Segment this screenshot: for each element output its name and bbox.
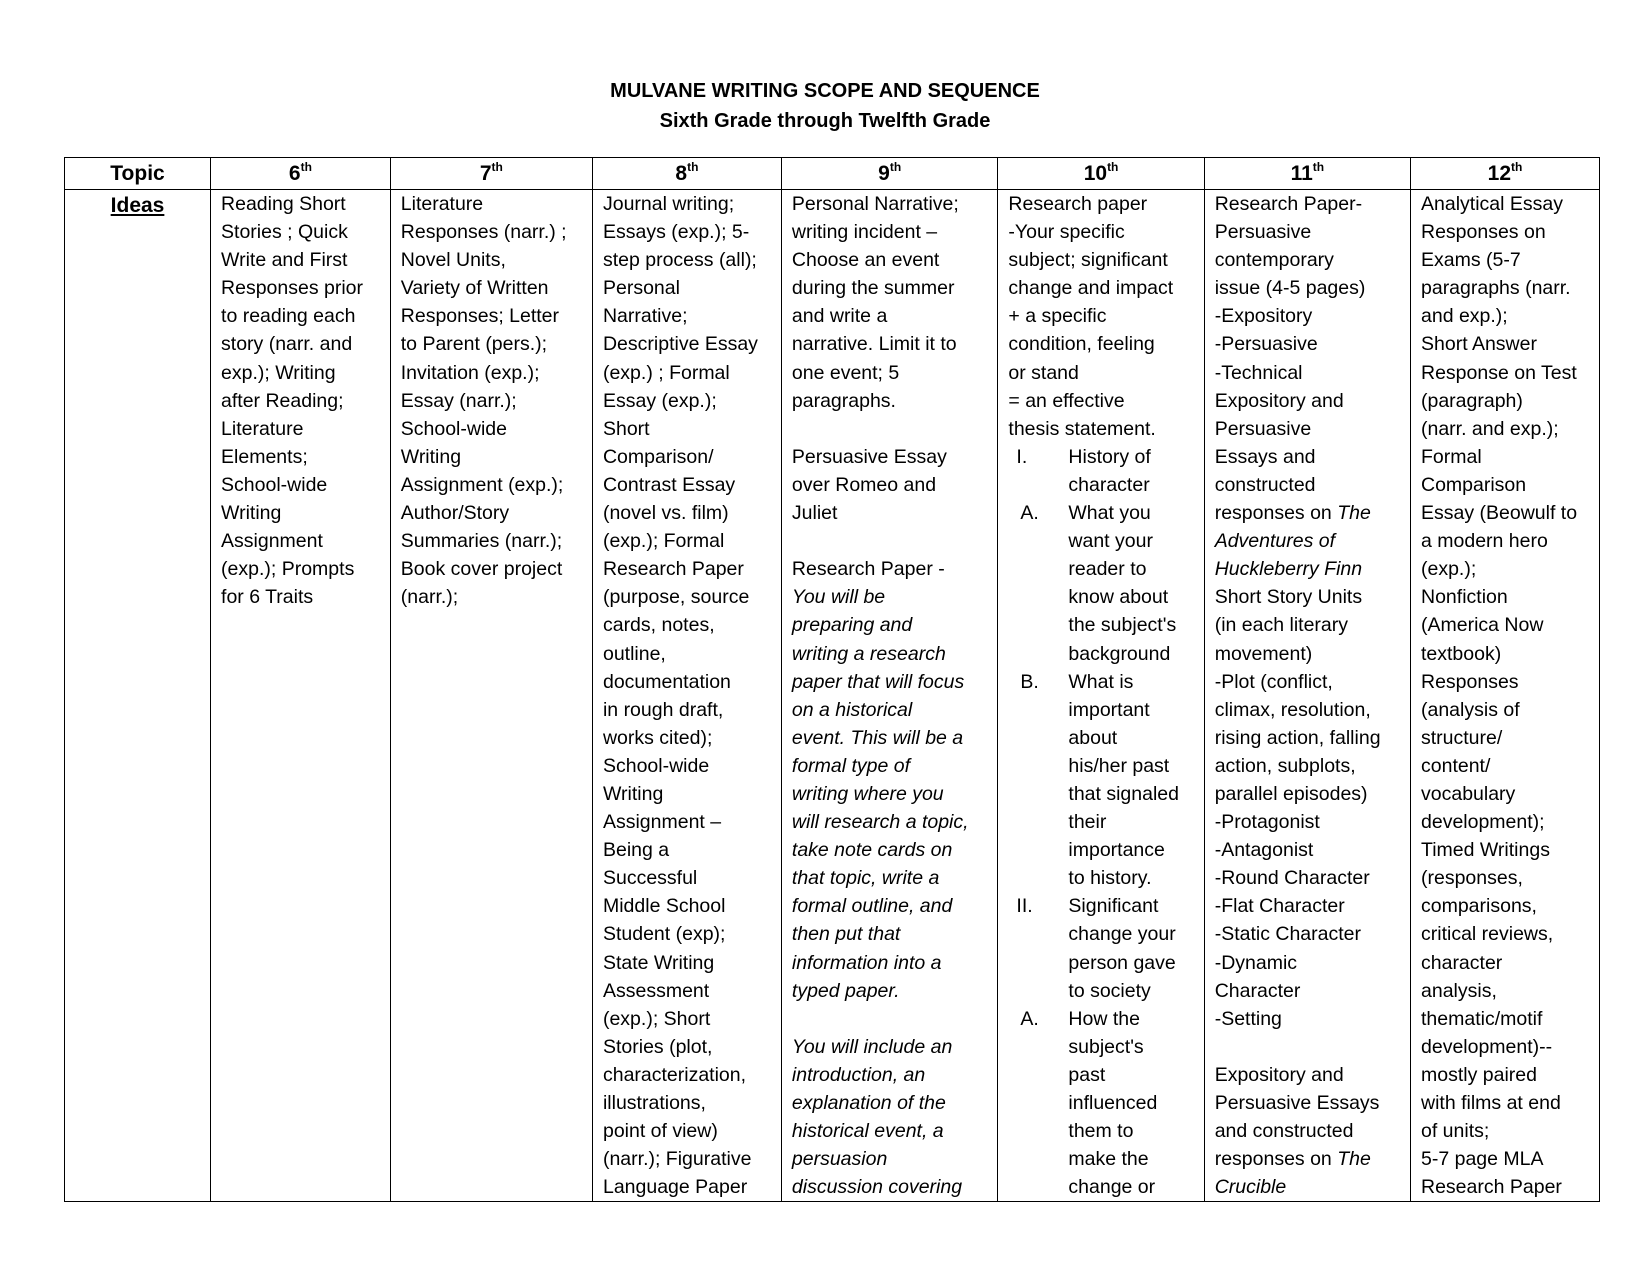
header-topic: Topic <box>65 158 211 190</box>
text-line: Essay (Beowulf to <box>1421 502 1578 525</box>
outline-item <box>1008 1173 1197 1201</box>
text-line: (purpose, source <box>602 586 750 609</box>
document-title-block <box>0 76 1650 136</box>
text-line: Variety of Written <box>400 277 549 300</box>
outline-marker <box>1008 1173 1068 1201</box>
outline-item <box>1008 752 1197 780</box>
text-line: story (narr. and <box>221 333 353 356</box>
text-line: Literature <box>221 417 304 440</box>
outline-item <box>1008 808 1197 836</box>
outline-text: History of <box>1068 445 1151 468</box>
text-line: Elements; <box>221 445 308 468</box>
outline-item <box>1008 583 1197 611</box>
text-line: critical reviews, <box>1421 923 1554 946</box>
text-line: Personal <box>602 277 680 300</box>
outline-text: about <box>1068 726 1118 749</box>
text-line: Responses on <box>1421 221 1546 244</box>
outline-marker: I. <box>1016 445 1028 468</box>
text-line: a modern hero <box>1421 530 1548 553</box>
outline-item <box>1008 555 1197 583</box>
text-line: (narr.); Figurative <box>602 1148 752 1171</box>
text-line: action, subplots, <box>1214 754 1356 777</box>
text-line: Descriptive Essay <box>602 333 758 356</box>
outline-text: change or <box>1068 1176 1156 1199</box>
text-line: responses on The <box>1214 502 1371 525</box>
text-line: writing incident – <box>791 221 938 244</box>
outline-item <box>1008 471 1197 499</box>
cell-grade-10 <box>998 190 1204 1202</box>
text-line: discussion covering <box>791 1176 963 1199</box>
text-line: (narr. and exp.); <box>1421 417 1559 440</box>
text-line: contemporary <box>1214 249 1334 272</box>
cell-grade-6 <box>211 190 391 1202</box>
text-line: movement) <box>1214 642 1313 665</box>
cell-grade-12 <box>1411 190 1600 1202</box>
document-subtitle: Sixth Grade through Twelfth Grade <box>659 110 991 132</box>
text-line: Comparison/ <box>602 445 714 468</box>
outline-text: their <box>1068 811 1107 834</box>
outline-marker <box>1008 864 1068 892</box>
text-line: paper that will focus <box>791 670 965 693</box>
text-line: point of view) <box>602 1120 718 1143</box>
text-line: Comparison <box>1421 473 1527 496</box>
text-line: School-wide <box>602 754 710 777</box>
text-line: -Flat Character <box>1214 895 1345 918</box>
outline-item <box>1008 780 1197 808</box>
outline-item <box>1008 864 1197 892</box>
text-line: -Technical <box>1214 361 1303 384</box>
text-line: (paragraph) <box>1421 389 1523 412</box>
text-line: paragraphs (narr. <box>1421 277 1571 300</box>
text-line: vocabulary <box>1421 782 1516 805</box>
outline-item <box>1008 640 1197 668</box>
text-line: persuasion <box>791 1148 888 1171</box>
text-line: content/ <box>1421 754 1491 777</box>
text-line: (novel vs. film) <box>602 502 729 525</box>
text-line: comparisons, <box>1421 895 1537 918</box>
outline-text: Significant <box>1068 895 1159 918</box>
text-line: writing where you <box>791 782 944 805</box>
outline-item <box>1008 611 1197 639</box>
outline-item <box>1008 1061 1197 1089</box>
outline-marker <box>1008 1033 1068 1061</box>
text-line: Persuasive <box>1214 221 1312 244</box>
text-line: Language Paper <box>602 1176 748 1199</box>
table-row-ideas <box>65 190 1600 1202</box>
outline-item <box>1008 977 1197 1005</box>
text-line: subject; significant <box>1008 249 1168 272</box>
text-line: on a historical <box>791 698 913 721</box>
text-line: You will include an <box>791 1035 953 1058</box>
text-line: issue (4-5 pages) <box>1214 277 1366 300</box>
text-line: or stand <box>1008 361 1079 384</box>
text-line: climax, resolution, <box>1214 698 1371 721</box>
text-line: structure/ <box>1421 726 1503 749</box>
text-line: Short Story Units <box>1214 586 1363 609</box>
outline-marker <box>1008 583 1068 611</box>
text-line: Research paper <box>1008 193 1148 215</box>
text-line: change and impact <box>1008 277 1174 300</box>
outline-item <box>1008 668 1197 696</box>
text-line: Essays and <box>1214 445 1316 468</box>
text-line: -Persuasive <box>1214 333 1318 356</box>
text-line: Analytical Essay <box>1421 193 1563 215</box>
outline-marker <box>1008 808 1068 836</box>
text-line: Responses <box>1421 670 1519 693</box>
outline-text: character <box>1068 473 1150 496</box>
text-line: -Plot (conflict, <box>1214 670 1333 693</box>
outline-text: How the <box>1068 1007 1140 1030</box>
text-line: Research Paper <box>1421 1176 1562 1199</box>
text-line: typed paper. <box>791 979 900 1002</box>
text-line: preparing and <box>791 614 913 637</box>
text-line: and exp.); <box>1421 305 1508 328</box>
topic-cell-ideas <box>65 190 211 1202</box>
text-line: outline, <box>602 642 666 665</box>
text-line: (narr.); <box>400 586 459 609</box>
topic-label: Ideas <box>110 194 165 217</box>
text-line: -Dynamic <box>1214 951 1298 974</box>
text-line: and write a <box>791 305 888 328</box>
text-line: Expository and <box>1214 1063 1344 1086</box>
text-line: Student (exp); <box>602 923 726 946</box>
text-line: Responses; Letter <box>400 305 560 328</box>
cell-grade-8 <box>592 190 781 1202</box>
text-line: Persuasive Essay <box>791 445 947 468</box>
text-line: Novel Units, <box>400 249 506 272</box>
text-line: introduction, an <box>791 1063 926 1086</box>
text-line: Research Paper <box>602 558 744 581</box>
outline-item <box>1008 836 1197 864</box>
outline-item <box>1008 1033 1197 1061</box>
outline-text: person gave <box>1068 951 1176 974</box>
text-line: Writing <box>602 782 664 805</box>
text-line: and constructed <box>1214 1120 1354 1143</box>
outline-text: influenced <box>1068 1092 1158 1114</box>
text-line: Responses prior <box>221 277 364 300</box>
text-line: Write and First <box>221 249 348 272</box>
header-grade-11: 11th <box>1204 158 1410 190</box>
text-line: step process (all); <box>602 249 757 272</box>
outline-marker <box>1008 1117 1068 1145</box>
outline-marker <box>1008 611 1068 639</box>
text-line: (exp.); Prompts <box>221 558 355 581</box>
research-outline <box>1008 443 1197 1202</box>
cell-grade-7 <box>390 190 592 1202</box>
text-line: after Reading; <box>221 389 344 412</box>
cell-grade-11 <box>1204 190 1410 1202</box>
text-line: responses on The <box>1214 1148 1371 1171</box>
outline-marker <box>1008 1145 1068 1173</box>
outline-marker <box>1008 527 1068 555</box>
outline-marker <box>1008 640 1068 668</box>
outline-text: reader to <box>1068 558 1147 581</box>
text-line: take note cards on <box>791 839 953 862</box>
text-line: School-wide <box>221 473 328 496</box>
outline-marker <box>1008 724 1068 752</box>
text-line: (in each literary <box>1214 614 1349 637</box>
text-line: Adventures of <box>1214 530 1336 553</box>
text-line: information into a <box>791 951 942 974</box>
text-line: characterization, <box>602 1063 747 1086</box>
text-line: will research a topic, <box>791 811 969 834</box>
text-line: Huckleberry Finn <box>1214 558 1363 581</box>
text-line: (exp.) ; Formal <box>602 361 730 384</box>
outline-item <box>1008 949 1197 977</box>
text-line: with films at end <box>1421 1092 1561 1114</box>
outline-item <box>1008 499 1197 527</box>
outline-text: know about <box>1068 586 1169 609</box>
outline-text: them to <box>1068 1120 1134 1143</box>
text-line: Responses (narr.) ; <box>400 221 567 244</box>
text-line: Nonfiction <box>1421 586 1508 609</box>
outline-item <box>1008 443 1197 471</box>
text-line: then put that <box>791 923 901 946</box>
outline-text: past <box>1068 1063 1106 1086</box>
text-line: -Static Character <box>1214 923 1362 946</box>
text-line: thesis statement. <box>1008 417 1156 440</box>
outline-text: to history. <box>1068 867 1152 890</box>
text-line: paragraphs. <box>791 389 896 412</box>
text-line: Research Paper- <box>1214 193 1363 215</box>
text-line: cards, notes, <box>602 614 715 637</box>
text-line: works cited); <box>602 726 713 749</box>
table-header-row <box>65 158 1600 190</box>
scope-sequence-table <box>64 157 1600 1202</box>
text-line: Assignment – <box>602 811 722 834</box>
text-line: Personal Narrative; <box>791 193 959 215</box>
text-line <box>792 415 992 443</box>
text-line: constructed <box>1214 473 1316 496</box>
text-line: Expository and <box>1214 389 1344 412</box>
text-line: event. This will be a <box>791 726 964 749</box>
text-line: in rough draft, <box>602 698 724 721</box>
text-line: to Parent (pers.); <box>400 333 548 356</box>
text-line: Invitation (exp.); <box>400 361 540 384</box>
text-line: development)-- <box>1421 1035 1553 1058</box>
outline-marker: A. <box>1020 1007 1039 1030</box>
text-line: Assignment <box>221 530 323 553</box>
text-line: State Writing <box>602 951 715 974</box>
text-line: -Round Character <box>1214 867 1370 890</box>
outline-marker: B. <box>1020 670 1039 693</box>
outline-text: want your <box>1068 530 1153 553</box>
text-line: + a specific <box>1008 305 1107 328</box>
outline-marker <box>1008 836 1068 864</box>
text-line: Character <box>1214 979 1301 1002</box>
text-line: Short <box>602 417 650 440</box>
text-line: Crucible <box>1214 1176 1287 1199</box>
text-line: for 6 Traits <box>221 586 314 609</box>
text-line: Author/Story <box>400 502 510 525</box>
text-line: Successful <box>602 867 698 890</box>
text-line: character <box>1421 951 1503 974</box>
outline-marker <box>1008 471 1068 499</box>
text-line: Response on Test <box>1421 361 1577 384</box>
text-line: Writing <box>400 445 462 468</box>
header-grade-12: 12th <box>1411 158 1600 190</box>
outline-marker <box>1008 949 1068 977</box>
text-line: Stories ; Quick <box>221 221 348 244</box>
header-grade-7: 7th <box>390 158 592 190</box>
outline-marker: A. <box>1020 502 1039 525</box>
outline-item <box>1008 1005 1197 1033</box>
text-line: (responses, <box>1421 867 1523 890</box>
outline-item <box>1008 1089 1197 1117</box>
text-line: over Romeo and <box>791 473 937 496</box>
text-line: (America Now <box>1421 614 1544 637</box>
text-line: Formal <box>1421 445 1482 468</box>
document-title: MULVANE WRITING SCOPE AND SEQUENCE <box>610 80 1040 102</box>
text-line: mostly paired <box>1421 1063 1537 1086</box>
outline-item <box>1008 527 1197 555</box>
text-line: Stories (plot, <box>602 1035 713 1058</box>
text-line: textbook) <box>1421 642 1502 665</box>
text-line: = an effective <box>1008 389 1125 412</box>
text-line: Journal writing; <box>602 193 735 215</box>
text-line: -Protagonist <box>1214 811 1320 834</box>
outline-text: important <box>1068 698 1150 721</box>
text-line: Contrast Essay <box>602 473 736 496</box>
outline-text: change your <box>1068 923 1176 946</box>
text-line: Being a <box>602 839 670 862</box>
outline-text: the subject's <box>1068 614 1177 637</box>
text-line: documentation <box>602 670 731 693</box>
text-line <box>792 527 992 555</box>
outline-marker: II. <box>1016 895 1033 918</box>
text-line: (exp.); Short <box>602 1007 711 1030</box>
text-line: (exp.); Formal <box>602 530 725 553</box>
text-line: of units; <box>1421 1120 1490 1143</box>
text-line: illustrations, <box>602 1092 706 1114</box>
text-line: Reading Short <box>221 193 346 215</box>
text-line: one event; 5 <box>791 361 900 384</box>
text-line: historical event, a <box>791 1120 944 1143</box>
text-line: explanation of the <box>791 1092 946 1114</box>
text-line: (analysis of <box>1421 698 1520 721</box>
text-line: exp.); Writing <box>221 361 336 384</box>
text-line: writing a research <box>791 642 946 665</box>
text-line <box>792 1005 992 1033</box>
text-line: -Expository <box>1214 305 1313 328</box>
text-line: formal outline, and <box>791 895 953 918</box>
outline-text: subject's <box>1068 1035 1144 1058</box>
text-line: Persuasive Essays <box>1214 1092 1380 1114</box>
text-line: development); <box>1421 811 1545 834</box>
outline-item <box>1008 724 1197 752</box>
outline-item <box>1008 1117 1197 1145</box>
outline-marker <box>1008 977 1068 1005</box>
text-line: Timed Writings <box>1421 839 1550 862</box>
text-line: Assignment (exp.); <box>400 473 564 496</box>
outline-marker <box>1008 555 1068 583</box>
text-line: formal type of <box>791 754 911 777</box>
text-line: Essay (exp.); <box>602 389 717 412</box>
text-line: during the summer <box>791 277 955 300</box>
text-line: that topic, write a <box>791 867 940 890</box>
text-line: Middle School <box>602 895 726 918</box>
text-line: Persuasive <box>1214 417 1312 440</box>
text-line: narrative. Limit it to <box>791 333 957 356</box>
text-line: Summaries (narr.); <box>400 530 563 553</box>
text-line: Exams (5-7 <box>1421 249 1521 272</box>
text-line: analysis, <box>1421 979 1497 1002</box>
text-line: condition, feeling <box>1008 333 1155 356</box>
outline-item <box>1008 920 1197 948</box>
text-line: Book cover project <box>400 558 563 581</box>
text-line: Short Answer <box>1421 333 1537 356</box>
outline-text: importance <box>1068 839 1165 862</box>
text-line: Narrative; <box>602 305 688 328</box>
text-line: -Antagonist <box>1214 839 1314 862</box>
text-line: Juliet <box>791 502 838 525</box>
outline-text: to society <box>1068 979 1151 1002</box>
outline-text: his/her past <box>1068 754 1170 777</box>
text-line: parallel episodes) <box>1214 782 1368 805</box>
text-line: Writing <box>221 502 282 525</box>
text-line: School-wide <box>400 417 507 440</box>
header-grade-6: 6th <box>211 158 391 190</box>
header-grade-8: 8th <box>592 158 781 190</box>
cell-grade-9 <box>781 190 998 1202</box>
outline-text: that signaled <box>1068 782 1179 805</box>
outline-marker <box>1008 1089 1068 1117</box>
text-line: Assessment <box>602 979 710 1002</box>
text-line: to reading each <box>221 305 356 328</box>
outline-item <box>1008 892 1197 920</box>
outline-item <box>1008 696 1197 724</box>
text-line: Essay (narr.); <box>400 389 517 412</box>
outline-text: What you <box>1068 502 1151 525</box>
text-line: -Your specific <box>1008 221 1125 244</box>
text-line: thematic/motif <box>1421 1007 1543 1030</box>
text-line: Essays (exp.); 5- <box>602 221 750 244</box>
header-grade-10: 10th <box>998 158 1204 190</box>
outline-marker <box>1008 1061 1068 1089</box>
text-line: 5-7 page MLA <box>1421 1148 1544 1171</box>
text-line: -Setting <box>1214 1007 1282 1030</box>
outline-item <box>1008 1145 1197 1173</box>
outline-text: What is <box>1068 670 1134 693</box>
text-line <box>1215 1033 1404 1061</box>
header-grade-9: 9th <box>781 158 998 190</box>
outline-text: make the <box>1068 1148 1149 1171</box>
outline-marker <box>1008 696 1068 724</box>
text-line: rising action, falling <box>1214 726 1381 749</box>
outline-marker <box>1008 780 1068 808</box>
outline-marker <box>1008 920 1068 948</box>
text-line: Choose an event <box>791 249 940 272</box>
outline-text: background <box>1068 642 1171 665</box>
outline-marker <box>1008 752 1068 780</box>
text-line: (exp.); <box>1421 558 1477 581</box>
text-line: Literature <box>400 193 484 215</box>
text-line: You will be <box>791 586 886 609</box>
text-line: Research Paper - <box>791 558 945 581</box>
